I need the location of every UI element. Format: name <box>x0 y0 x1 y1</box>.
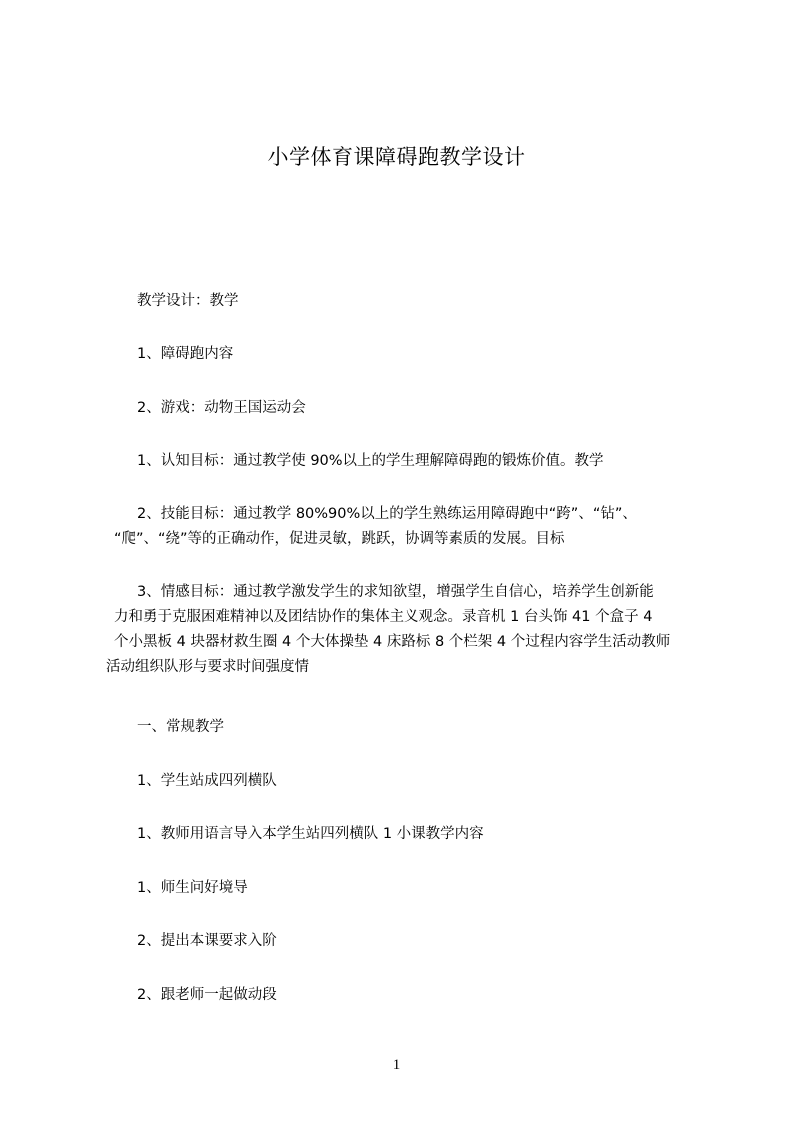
paragraph-skill-goal <box>114 502 718 552</box>
emotion-goal-line-4: 活动组织队形与要求时间强度情 <box>106 659 309 675</box>
paragraph-cognitive-goal: 1、认知目标：通过教学使 90%以上的学生理解障碍跑的锻炼价值。教学 <box>137 453 604 469</box>
document-title: 小学体育课障碍跑教学设计 <box>267 145 526 169</box>
emotion-goal-line-1: 3、情感目标：通过教学激发学生的求知欲望，增强学生自信心，培养学生创新能 <box>137 584 654 600</box>
paragraph-requirements: 2、提出本课要求入阶 <box>137 933 277 949</box>
paragraph-obstacle-content: 1、障碍跑内容 <box>137 346 234 362</box>
paragraph-students-line-up: 1、学生站成四列横队 <box>137 773 277 789</box>
paragraph-greeting: 1、师生问好境导 <box>137 880 248 896</box>
skill-goal-line-1: 2、技能目标：通过教学 80%90%以上的学生熟练运用障碍跑中“跨”、“钻”、 <box>137 506 637 522</box>
page-number: 1 <box>392 1057 401 1073</box>
paragraph-follow-teacher: 2、跟老师一起做动段 <box>137 987 277 1003</box>
paragraph-teaching-design: 教学设计：教学 <box>137 293 239 309</box>
paragraph-emotion-goal <box>106 580 710 680</box>
emotion-goal-line-3: 个小黑板 4 块器材救生圈 4 个大体操垫 4 床路标 8 个栏架 4 个过程内容学生活动教师 <box>114 634 671 650</box>
paragraph-game: 2、游戏：动物王国运动会 <box>137 400 306 416</box>
paragraph-routine-teaching: 一、常规教学 <box>137 719 224 735</box>
skill-goal-line-2: “爬”、“绕”等的正确动作，促进灵敏，跳跃，协调等素质的发展。目标 <box>114 531 565 547</box>
emotion-goal-line-2: 力和勇于克服困难精神以及团结协作的集体主义观念。录音机 1 台头饰 41 个盒子 4 <box>114 609 653 625</box>
paragraph-teacher-intro: 1、教师用语言导入本学生站四列横队 1 小课教学内容 <box>137 826 484 842</box>
